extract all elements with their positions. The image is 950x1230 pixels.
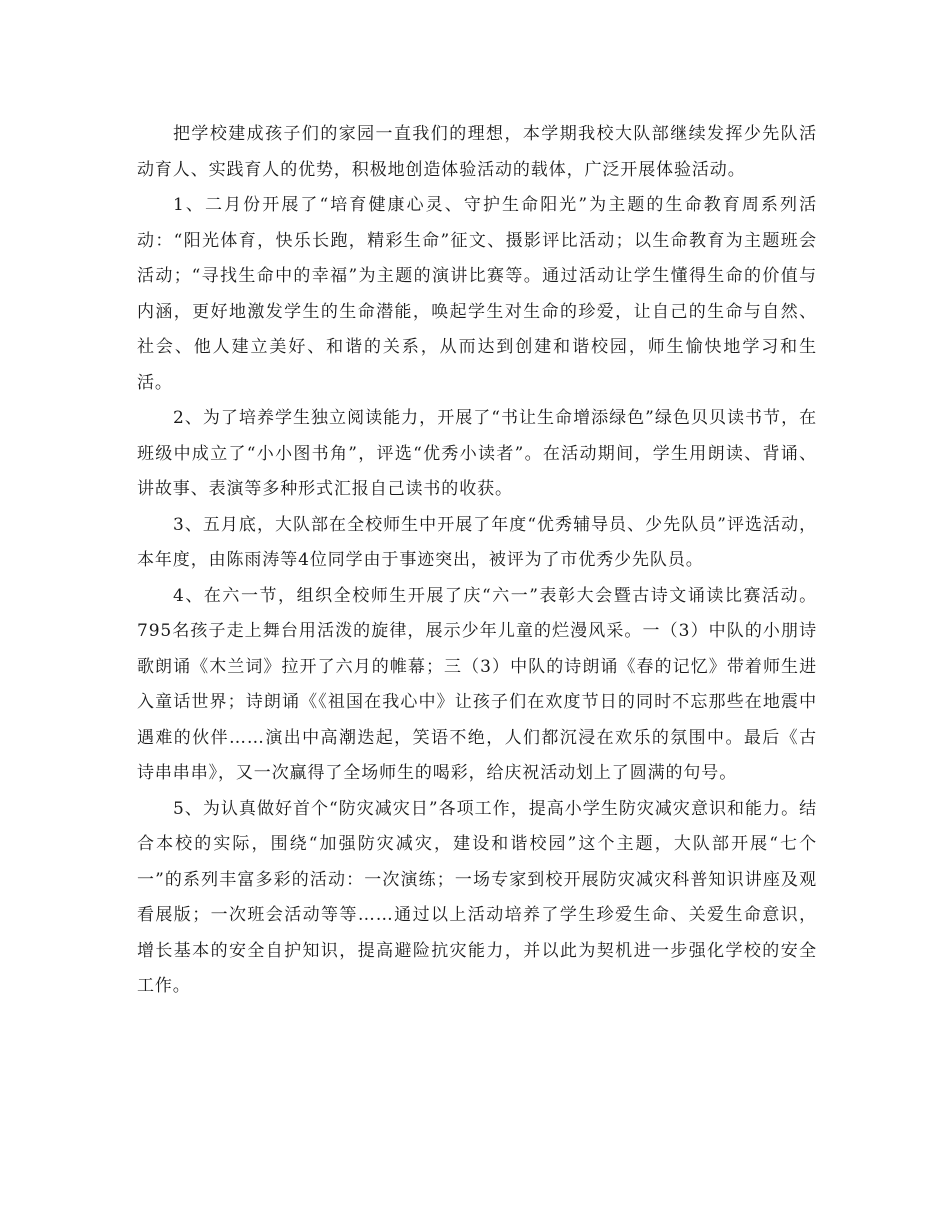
item-3-paragraph: 3、五月底，大队部在全校师生中开展了年度“优秀辅导员、少先队员”评选活动，本年度，由陈雨涛等4位同学由于事迹突出，被评为了市优秀少先队员。 xyxy=(137,514,817,570)
item-4-paragraph: 4、在六一节，组织全校师生开展了庆“六一”表彰大会暨古诗文诵读比赛活动。795名孩子走上舞台用活泼的旋律，展示少年儿童的烂漫风采。一（3）中队的小朋诗歌朗诵《木兰词》拉开了六月的帷幕；三（3）中队的诗朗诵《春的记忆》带着师生进入童话世界；诗朗诵《《祖国在我心中》让孩子们在欢度节日的同时不忘那些在地震中遇难的伙伴……演出中高潮迭起，笑语不绝，人们都沉浸在欢乐的氛围中。最后《古诗串串串》，又一次赢得了全场师生的喝彩，给庆祝活动划上了圆满的句号。 xyxy=(137,585,817,783)
intro-paragraph: 把学校建成孩子们的家园一直我们的理想，本学期我校大队部继续发挥少先队活动育人、实践育人的优势，积极地创造体验活动的载体，广泛开展体验活动。 xyxy=(137,124,817,180)
item-2-paragraph: 2、为了培养学生独立阅读能力，开展了“书让生命增添绿色”绿色贝贝读书节，在班级中成立了“小小图书角”，评选“优秀小读者”。在活动期间，学生用朗读、背诵、讲故事、表演等多种形式汇报自己读书的收获。 xyxy=(137,408,817,499)
item-5-paragraph: 5、为认真做好首个“防灾减灾日”各项工作，提高小学生防灾减灾意识和能力。结合本校的实际，围绕“加强防灾减灾，建设和谐校园”这个主题，大队部开展“七个一”的系列丰富多彩的活动：一次演练；一场专家到校开展防灾减灾科普知识讲座及观看展版；一次班会活动等等……通过以上活动培养了学生珍爱生命、关爱生命意识，增长基本的安全自护知识，提高避险抗灾能力，并以此为契机进一步强化学校的安全工作。 xyxy=(137,798,817,996)
item-1-paragraph: 1、二月份开展了“培育健康心灵、守护生命阳光”为主题的生命教育周系列活动：“阳光体育，快乐长跑，精彩生命”征文、摄影评比活动；以生命教育为主题班会活动；“寻找生命中的幸福”为主题的演讲比赛等。通过活动让学生懂得生命的价值与内涵，更好地激发学生的生命潜能，唤起学生对生命的珍爱，让自己的生命与自然、社会、他人建立美好、和谐的关系，从而达到创建和谐校园，师生愉快地学习和生活。 xyxy=(137,195,817,393)
document-body xyxy=(137,117,817,1005)
